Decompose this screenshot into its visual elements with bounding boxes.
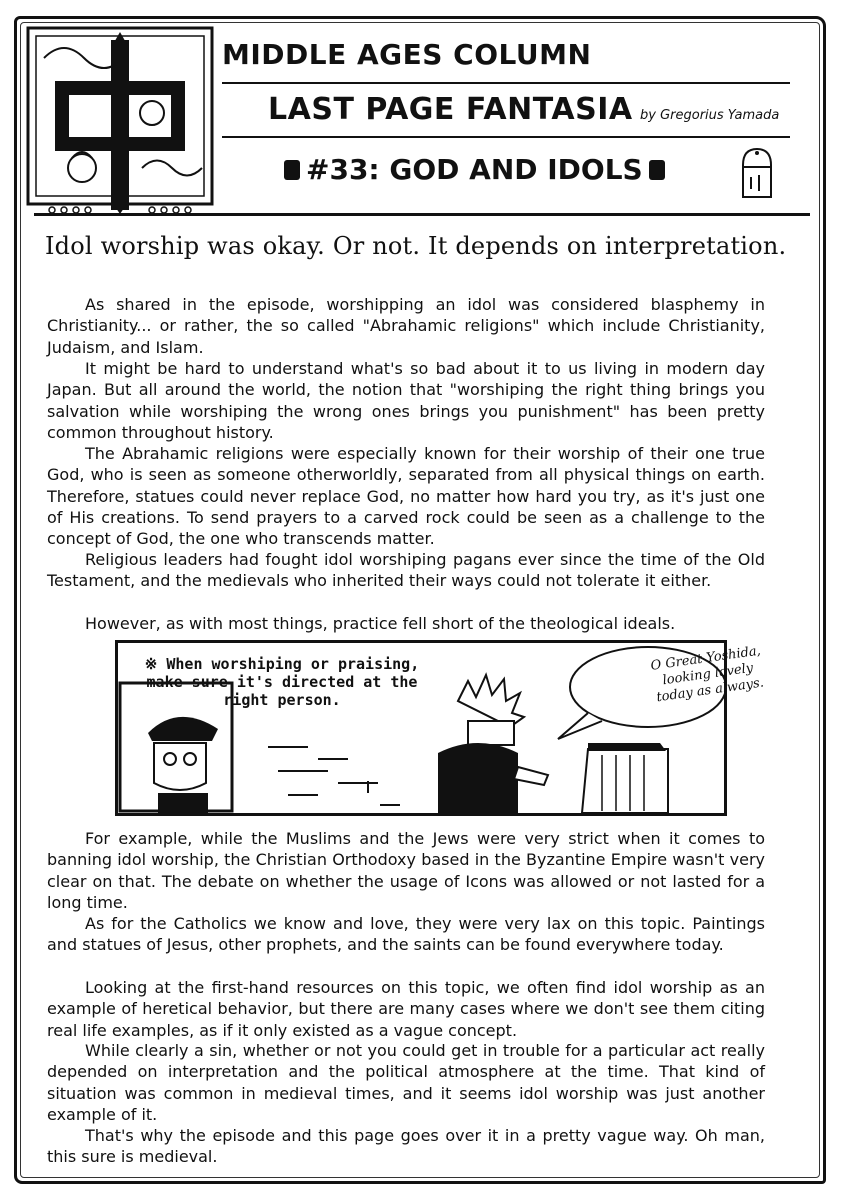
paragraph-3: The Abrahamic religions were especially known for their worship of their one true God, who is seen as someone otherworldly, separated from all physical things on earth. Therefore, statues could never replace God, no matter how hard you try, as it's just one of His creations. To send prayers to a carved rock could be seen as a challenge to the concept of God, the one who transcends matter. bbox=[47, 444, 765, 549]
header-bottom-rule bbox=[34, 213, 810, 216]
episode-title-text: #33: GOD AND IDOLS bbox=[306, 153, 643, 186]
headline: Idol worship was okay. Or not. It depends on interpretation. bbox=[45, 232, 787, 260]
paragraph-2: It might be hard to understand what's so bad about it to us living in modern day Japan. But all around the world, the notion that "worshiping the right thing brings you salvation while worshiping the wrong ones brings you punishment" has been pretty common throughout history. bbox=[47, 359, 765, 442]
byline: by Gregorius Yamada bbox=[640, 108, 780, 123]
paragraph-1: As shared in the episode, worshipping an idol was considered blasphemy in Christianity... or rather, the so called "Abrahamic religions" which include Christianity, Judaism, and Islam. bbox=[47, 295, 765, 357]
salt-shaker-icon bbox=[735, 143, 779, 203]
series-title: LAST PAGE FANTASIA bbox=[268, 92, 633, 127]
comic-caption: ※ When worshiping or praising, make sure it's directed at the right person. bbox=[144, 655, 420, 709]
paragraph-6: For example, while the Muslims and the Jews were very strict when it comes to banning idol worship, the Christian Orthodoxy based in the Byzantine Empire wasn't very clear on that. The debate on whether the usage of Icons was allowed or not lasted for a long time. bbox=[47, 829, 765, 912]
header-rule-top bbox=[222, 82, 790, 84]
paragraph-4: Religious leaders had fought idol worshiping pagans ever since the time of the Old Testament, and the medievals who inherited their ways could not tolerate it either. bbox=[47, 550, 765, 591]
bullet-mark-icon bbox=[284, 160, 300, 180]
bullet-mark-icon bbox=[649, 160, 665, 180]
episode-title bbox=[284, 153, 665, 186]
paragraph-5: However, as with most things, practice fell short of the theological ideals. bbox=[85, 614, 676, 633]
paragraph-9: While clearly a sin, whether or not you could get in trouble for a particular act really depended on interpretation and the political atmosphere at the time. That kind of situation was common in medieval times, and it seems idol worship was just another example of it. bbox=[47, 1041, 765, 1124]
paragraph-8: Looking at the first-hand resources on this topic, we often find idol worship as an example of heretical behavior, but there are many cases where we don't see them citing real life examples, as if it only existed as a vague concept. bbox=[47, 978, 765, 1040]
comic-speech-bubble: O Great Yoshida, looking lovely today as always. bbox=[649, 643, 765, 706]
comic-panel bbox=[115, 640, 765, 816]
medieval-emblem-illustration bbox=[22, 18, 218, 218]
header-rule-middle bbox=[222, 136, 790, 138]
paragraph-7: As for the Catholics we know and love, they were very lax on this topic. Paintings and statues of Jesus, other prophets, and the saints can be found everywhere today. bbox=[47, 914, 765, 955]
column-title: MIDDLE AGES COLUMN bbox=[222, 38, 592, 71]
paragraph-10: That's why the episode and this page goes over it in a pretty vague way. Oh man, this sure is medieval. bbox=[47, 1126, 765, 1167]
